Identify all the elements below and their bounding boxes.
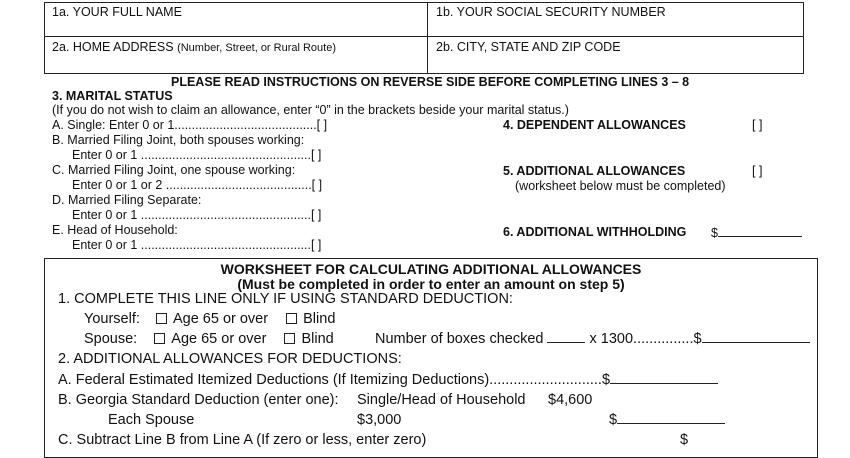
marital-single[interactable]: A. Single: Enter 0 or 1.........................................[ ] [52,118,328,132]
dependent-allowances-label: 4. DEPENDENT ALLOWANCES [503,118,686,132]
yourself-row [84,311,335,327]
line-c-dollar: $ [680,432,689,448]
boxes-checked-blank[interactable] [547,331,585,343]
x1300-label: x 1300...............$ [589,331,702,347]
home-address-hint: (Number, Street, or Rural Route) [177,42,337,54]
boxes-checked-row [375,331,810,347]
marital-status-note: (If you do not wish to claim an allowance, enter “0” in the brackets beside your marital status.) [52,103,569,117]
ssn-label: 1b. YOUR SOCIAL SECURITY NUMBER [436,5,666,19]
line-c-amount [680,432,688,448]
line1-amount-blank[interactable] [702,331,810,343]
city-state-zip-label: 2b. CITY, STATE AND ZIP CODE [436,40,621,54]
additional-allowances-bracket[interactable]: [ ] [752,164,763,178]
table-vertical-divider [427,2,428,74]
home-address-field[interactable] [52,40,336,54]
yourself-age65-label: Age 65 or over [172,311,269,327]
ssn-field[interactable] [436,5,666,19]
line-b-label: B. Georgia Standard Deduction (enter one): [58,392,339,408]
additional-allowances-note: (worksheet below must be completed) [515,179,726,193]
marital-mfj-both-entry[interactable]: Enter 0 or 1 .................................................[ ] [72,148,322,162]
spouse-blind-checkbox[interactable] [284,333,295,344]
marital-hoh-entry[interactable]: Enter 0 or 1 .................................................[ ] [72,238,322,252]
marital-mfj-both-label: B. Married Filing Joint, both spouses working: [52,133,305,147]
marital-mfs-entry[interactable]: Enter 0 or 1 .................................................[ ] [72,208,322,222]
spouse-label: Spouse: [84,331,138,347]
marital-mfj-one-entry[interactable]: Enter 0 or 1 or 2 ..........................................[ ] [72,178,323,192]
marital-hoh-label: E. Head of Household: [52,223,178,237]
home-address-label: 2a. HOME ADDRESS [52,40,174,54]
city-state-zip-field[interactable] [436,40,621,54]
single-hoh-amount: $4,600 [548,392,593,408]
boxes-checked-label: Number of boxes checked [375,331,544,347]
line-a-row [58,372,718,388]
spouse-age65-label: Age 65 or over [171,331,267,347]
yourself-age65-checkbox[interactable] [156,313,167,324]
line-c-label: C. Subtract Line B from Line A (If zero or less, enter zero) [58,432,427,448]
line-a-amount-blank[interactable] [610,372,718,384]
line-a-label: A. Federal Estimated Itemized Deductions (If Itemizing Deductions)............................$ [58,372,611,388]
spouse-row [84,331,334,347]
dependent-allowances-bracket[interactable]: [ ] [752,118,763,132]
full-name-field[interactable] [52,5,182,19]
full-name-label: 1a. YOUR FULL NAME [52,5,182,19]
line-b-amount-blank[interactable] [617,412,725,424]
additional-withholding-field[interactable] [711,225,802,240]
single-hoh-label: Single/Head of Household [357,392,526,408]
each-spouse-amount: $3,000 [357,412,402,428]
worksheet-title: WORKSHEET FOR CALCULATING ADDITIONAL ALLOWANCES [220,261,642,277]
marital-mfs-label: D. Married Filing Separate: [52,193,202,207]
table-horizontal-divider [44,36,804,37]
worksheet-line-2: 2. ADDITIONAL ALLOWANCES FOR DEDUCTIONS: [58,351,402,367]
instructions-heading: PLEASE READ INSTRUCTIONS ON REVERSE SIDE BEFORE COMPLETING LINES 3 – 8 [171,75,690,89]
marital-mfj-one-label: C. Married Filing Joint, one spouse working: [52,163,296,177]
additional-allowances-label: 5. ADDITIONAL ALLOWANCES [503,164,686,178]
line-b-dollar: $ [609,412,618,428]
yourself-blind-checkbox[interactable] [286,313,297,324]
withholding-blank[interactable] [718,225,802,237]
line-b-amount [609,412,725,428]
worksheet-subtitle: (Must be completed in order to enter an amount on step 5) [237,276,625,292]
spouse-blind-label: Blind [301,331,334,347]
spouse-age65-checkbox[interactable] [154,333,165,344]
marital-status-heading: 3. MARITAL STATUS [52,89,173,103]
yourself-label: Yourself: [84,311,140,327]
yourself-blind-label: Blind [303,311,336,327]
dollar-sign: $ [711,226,718,240]
additional-withholding-label: 6. ADDITIONAL WITHHOLDING [503,225,687,239]
worksheet-line-1: 1. COMPLETE THIS LINE ONLY IF USING STANDARD DEDUCTION: [58,291,513,307]
each-spouse-label: Each Spouse [108,412,195,428]
